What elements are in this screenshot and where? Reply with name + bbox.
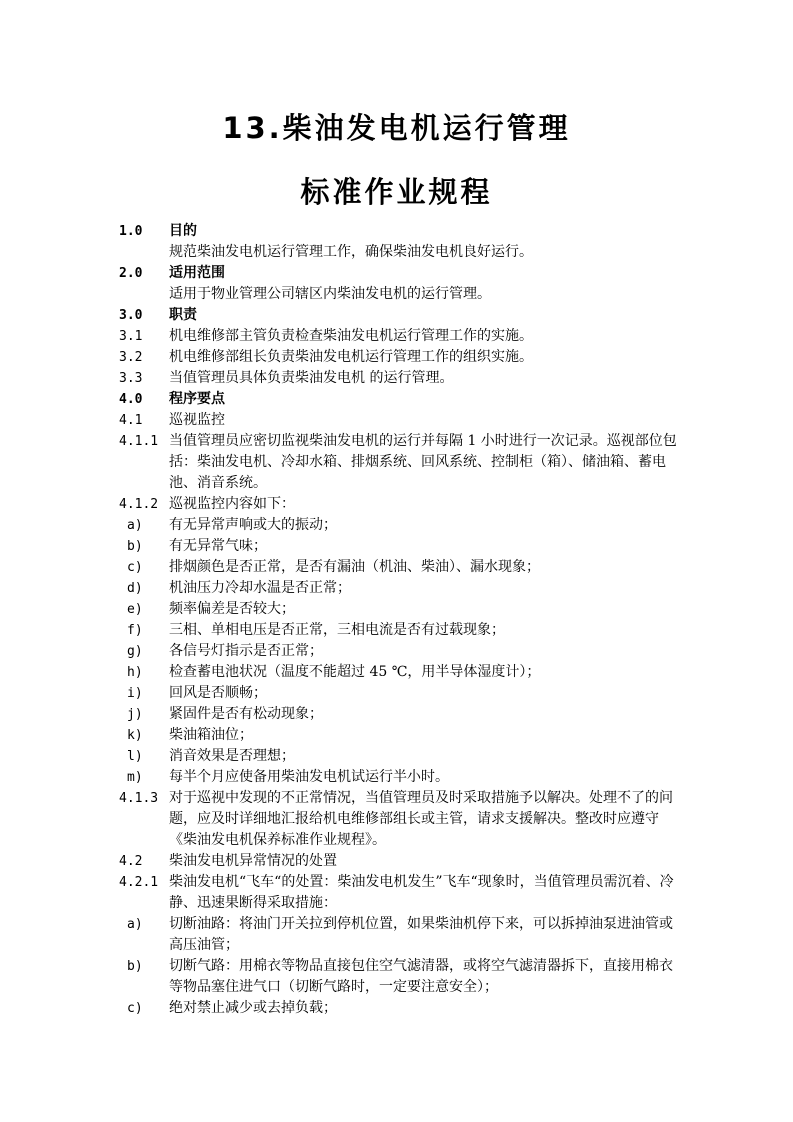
section-item bbox=[119, 431, 679, 494]
item-number bbox=[119, 284, 169, 305]
item-text: 对于巡视中发现的不正常情况，当值管理员及时采取措施予以解决。处理不了的问题，应及时详细地汇报给机电维修部组长或主管，请求支援解决。整改时应遵守《柴油发电机保养标准作业规程》。 bbox=[169, 790, 673, 848]
item-text: 回风是否顺畅； bbox=[169, 685, 267, 701]
item-text: 各信号灯指示是否正常； bbox=[169, 643, 323, 659]
item-text: 机电维修部组长负责柴油发电机运行管理工作的组织实施。 bbox=[169, 349, 533, 365]
section-item bbox=[119, 242, 679, 263]
item-text: 当值管理员应密切监视柴油发电机的运行并每隔 1 小时进行一次记录。巡视部位包括：柴油发电机、冷却水箱、排烟系统、回风系统、控制柜（箱）、储油箱、蓄电池、消音系统。 bbox=[169, 433, 677, 491]
section-heading bbox=[119, 221, 679, 242]
section-item bbox=[119, 620, 679, 641]
item-text: 绝对禁止减少或去掉负载； bbox=[169, 1000, 337, 1016]
item-number: g) bbox=[127, 644, 143, 659]
section-item bbox=[119, 578, 679, 599]
item-number: c) bbox=[127, 1001, 143, 1016]
item-number: 2.0 bbox=[119, 266, 143, 281]
item-text: 当值管理员具体负责柴油发电机 的运行管理。 bbox=[169, 370, 454, 386]
item-number: h) bbox=[127, 665, 143, 680]
item-number: b) bbox=[127, 539, 143, 554]
section-item bbox=[119, 326, 679, 347]
item-text: 巡视监控 bbox=[169, 412, 225, 428]
item-text: 柴油发电机“飞车“的处置：柴油发电机发生”飞车“现象时，当值管理员需沉着、冷静、迅速果断得采取措施： bbox=[169, 874, 674, 911]
item-text: 切断油路：将油门开关拉到停机位置，如果柴油机停下来，可以拆掉油泵进油管或高压油管； bbox=[169, 916, 673, 953]
item-text: 有无异常声响或大的振动； bbox=[169, 517, 337, 533]
item-text: 三相、单相电压是否正常，三相电流是否有过载现象； bbox=[169, 622, 505, 638]
item-text: 切断气路：用棉衣等物品直接包住空气滤清器，或将空气滤清器拆下，直接用棉衣等物品塞住进气口（切断气路时，一定要注意安全）； bbox=[169, 958, 673, 995]
section-item bbox=[119, 410, 679, 431]
section-heading bbox=[119, 263, 679, 284]
section-item bbox=[119, 767, 679, 788]
item-number: b) bbox=[127, 959, 143, 974]
item-text: 巡视监控内容如下： bbox=[169, 496, 295, 512]
item-number: 4.0 bbox=[119, 392, 143, 407]
section-item bbox=[119, 914, 679, 956]
document-title: 13.柴油发电机运行管理 bbox=[222, 111, 571, 145]
item-text: 适用范围 bbox=[169, 265, 225, 281]
section-heading bbox=[119, 305, 679, 326]
item-text: 消音效果是否理想； bbox=[169, 748, 295, 764]
item-text: 频率偏差是否较大； bbox=[169, 601, 295, 617]
item-number: 4.1 bbox=[119, 413, 143, 428]
section-item bbox=[119, 683, 679, 704]
section-item bbox=[119, 368, 679, 389]
section-item bbox=[119, 641, 679, 662]
item-text: 每半个月应使备用柴油发电机试运行半小时。 bbox=[169, 769, 449, 785]
section-item bbox=[119, 599, 679, 620]
document-subtitle: 标准作业规程 bbox=[300, 175, 493, 209]
item-text: 规范柴油发电机运行管理工作，确保柴油发电机良好运行。 bbox=[169, 244, 533, 260]
item-number: a) bbox=[127, 518, 143, 533]
item-text: 检查蓄电池状况（温度不能超过 45 ℃，用半导体湿度计）； bbox=[169, 664, 541, 680]
item-number: m) bbox=[127, 770, 143, 785]
item-number: 4.2 bbox=[119, 854, 143, 869]
item-text: 机油压力冷却水温是否正常； bbox=[169, 580, 351, 596]
section-item bbox=[119, 557, 679, 578]
item-number: e) bbox=[127, 602, 143, 617]
item-number: 1.0 bbox=[119, 224, 143, 239]
item-text: 柴油发电机异常情况的处置 bbox=[169, 853, 337, 869]
document-body bbox=[119, 221, 679, 1019]
item-text: 职责 bbox=[169, 307, 197, 323]
item-number: 4.1.1 bbox=[119, 434, 159, 449]
item-number bbox=[119, 242, 169, 263]
item-number: a) bbox=[127, 917, 143, 932]
section-item bbox=[119, 704, 679, 725]
item-number: i) bbox=[127, 686, 143, 701]
item-text: 有无异常气味； bbox=[169, 538, 267, 554]
section-item bbox=[119, 956, 679, 998]
item-text: 紧固件是否有松动现象； bbox=[169, 706, 323, 722]
section-item bbox=[119, 998, 679, 1019]
item-number: 4.1.2 bbox=[119, 497, 159, 512]
section-item bbox=[119, 725, 679, 746]
item-text: 柴油箱油位； bbox=[169, 727, 253, 743]
item-number: l) bbox=[127, 749, 143, 764]
section-item bbox=[119, 536, 679, 557]
section-item bbox=[119, 746, 679, 767]
item-text: 程序要点 bbox=[169, 391, 225, 407]
item-number: j) bbox=[127, 707, 143, 722]
item-number: f) bbox=[127, 623, 143, 638]
item-number: 3.3 bbox=[119, 371, 143, 386]
item-number: 4.1.3 bbox=[119, 791, 159, 806]
item-number: 4.2.1 bbox=[119, 875, 159, 890]
item-number: c) bbox=[127, 560, 143, 575]
section-item bbox=[119, 494, 679, 515]
section-item bbox=[119, 284, 679, 305]
section-item bbox=[119, 788, 679, 851]
section-item bbox=[119, 872, 679, 914]
item-number: 3.2 bbox=[119, 350, 143, 365]
item-number: k) bbox=[127, 728, 143, 743]
section-item bbox=[119, 851, 679, 872]
section-heading bbox=[119, 389, 679, 410]
item-text: 排烟颜色是否正常，是否有漏油（机油、柴油）、漏水现象； bbox=[169, 559, 540, 575]
item-text: 目的 bbox=[169, 223, 197, 239]
section-item bbox=[119, 347, 679, 368]
item-number: 3.0 bbox=[119, 308, 143, 323]
item-number: d) bbox=[127, 581, 143, 596]
section-item bbox=[119, 662, 679, 683]
item-text: 适用于物业管理公司辖区内柴油发电机的运行管理。 bbox=[169, 286, 491, 302]
item-number: 3.1 bbox=[119, 329, 143, 344]
item-text: 机电维修部主管负责检查柴油发电机运行管理工作的实施。 bbox=[169, 328, 533, 344]
section-item bbox=[119, 515, 679, 536]
